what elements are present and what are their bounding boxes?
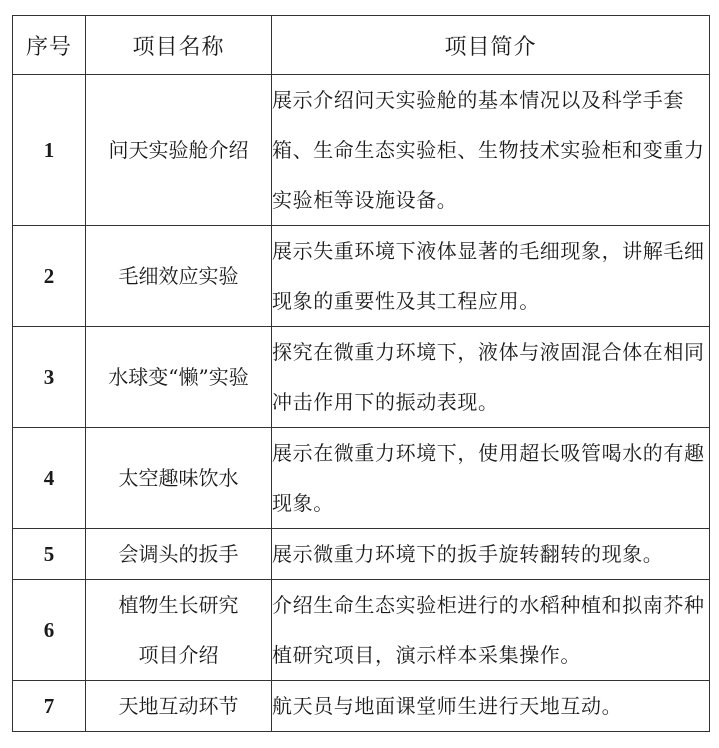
row-description: 展示失重环境下液体显著的毛细现象，讲解毛细现象的重要性及其工程应用。 — [272, 226, 710, 327]
table-row — [13, 681, 710, 732]
header-row — [13, 16, 710, 75]
row-index: 4 — [13, 428, 86, 529]
row-description: 展示在微重力环境下，使用超长吸管喝水的有趣现象。 — [272, 428, 710, 529]
row-description: 探究在微重力环境下，液体与液固混合体在相同冲击作用下的振动表现。 — [272, 327, 710, 428]
header-description: 项目简介 — [272, 16, 710, 75]
row-index: 2 — [13, 226, 86, 327]
table-row — [13, 327, 710, 428]
header-name: 项目名称 — [86, 16, 272, 75]
row-name: 毛细效应实验 — [86, 226, 272, 327]
row-index: 1 — [13, 75, 86, 226]
table-row — [13, 529, 710, 580]
row-name: 太空趣味饮水 — [86, 428, 272, 529]
row-name: 问天实验舱介绍 — [86, 75, 272, 226]
row-name: 植物生长研究项目介绍 — [86, 580, 272, 681]
row-index: 3 — [13, 327, 86, 428]
row-description: 展示介绍问天实验舱的基本情况以及科学手套箱、生命生态实验柜、生物技术实验柜和变重力实验柜等设施设备。 — [272, 75, 710, 226]
row-index: 7 — [13, 681, 86, 732]
row-description: 航天员与地面课堂师生进行天地互动。 — [272, 681, 710, 732]
row-description: 介绍生命生态实验柜进行的水稻种植和拟南芥种植研究项目，演示样本采集操作。 — [272, 580, 710, 681]
row-name: 水球变“懒”实验 — [86, 327, 272, 428]
program-table — [12, 15, 710, 732]
table-row — [13, 580, 710, 681]
table-row — [13, 226, 710, 327]
row-name: 天地互动环节 — [86, 681, 272, 732]
header-index: 序号 — [13, 16, 86, 75]
table-row — [13, 428, 710, 529]
table-row — [13, 75, 710, 226]
row-description: 展示微重力环境下的扳手旋转翻转的现象。 — [272, 529, 710, 580]
row-index: 6 — [13, 580, 86, 681]
row-index: 5 — [13, 529, 86, 580]
row-name: 会调头的扳手 — [86, 529, 272, 580]
